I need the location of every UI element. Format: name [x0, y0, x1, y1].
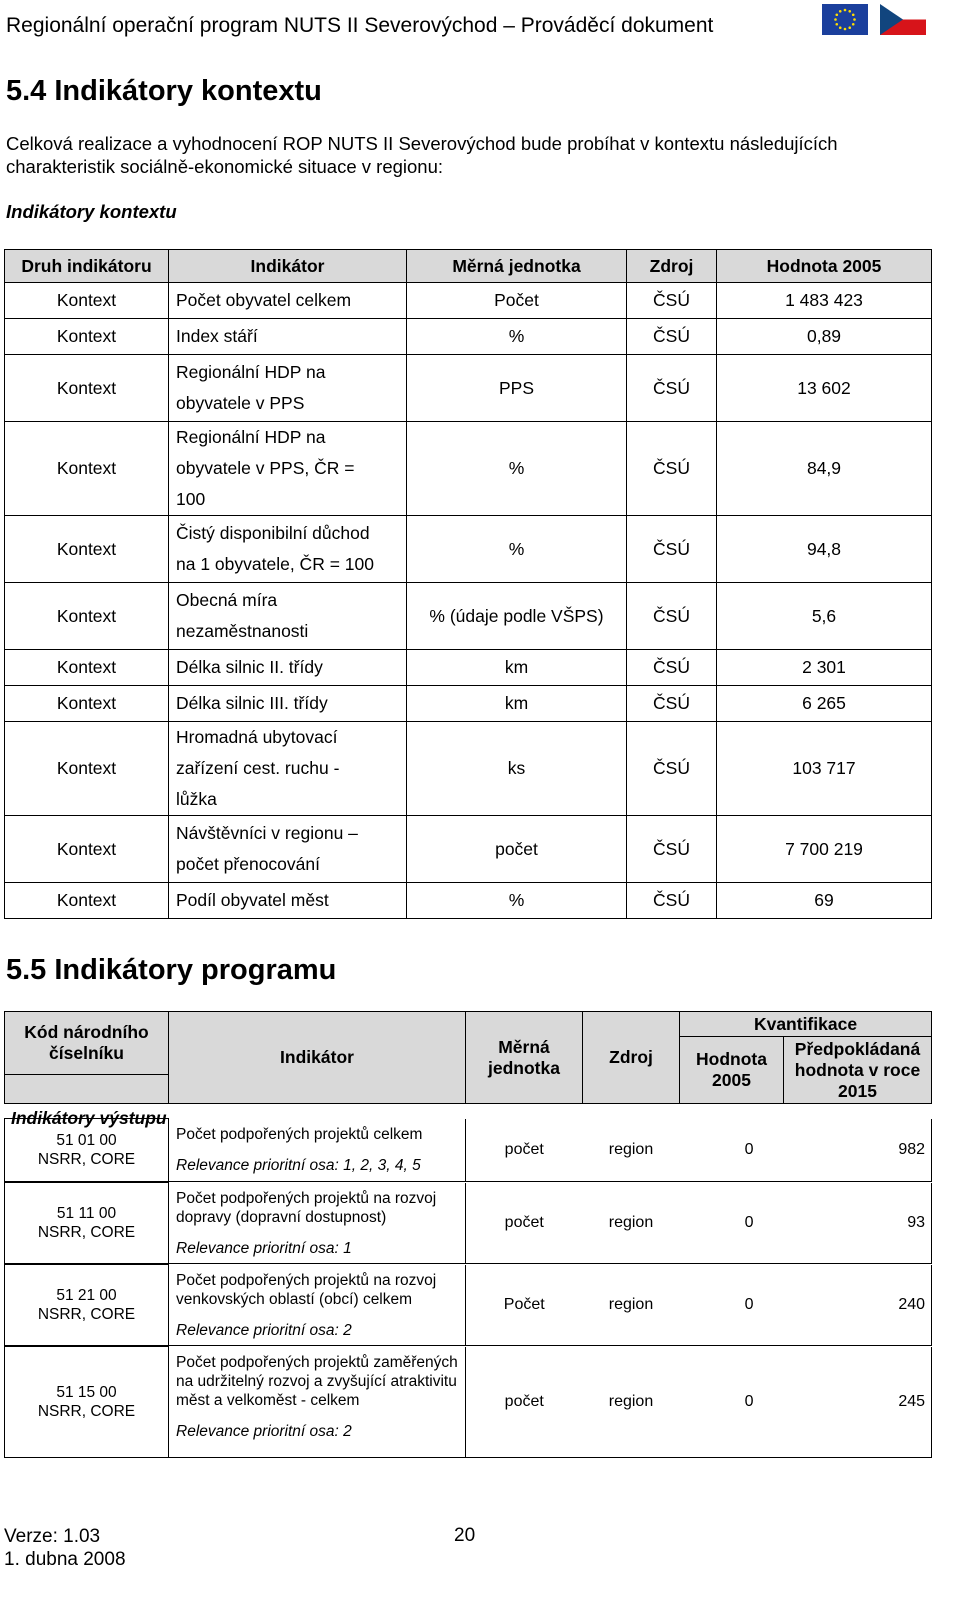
cell-unit: počet [504, 1140, 544, 1158]
cell-indicator [169, 1265, 466, 1346]
cell-value: 0,89 [717, 319, 932, 355]
cell-value: 69 [717, 883, 932, 919]
output-label-cell [5, 1075, 169, 1104]
col-header-quantification: Kvantifikace [680, 1012, 932, 1037]
col-header-unit: Měrná jednotka [466, 1012, 583, 1104]
cell-unit: % [407, 319, 627, 355]
cell-source: ČSÚ [627, 650, 717, 686]
cell-value: 94,8 [717, 516, 932, 583]
col-header-indicator: Indikátor [169, 250, 407, 283]
col-header-unit: Měrná jednotka [407, 250, 627, 283]
eu-star [844, 28, 847, 31]
cell-type: Kontext [5, 283, 169, 319]
cell-value2005: 0 [744, 1213, 754, 1231]
cell-source: region [608, 1392, 654, 1410]
relevance-text: Relevance prioritní osa: 1 [176, 1239, 352, 1257]
cell-value2005: 0 [744, 1392, 754, 1410]
table-row [5, 422, 932, 516]
cell-indicator: Regionální HDP na obyvatele v PPS, ČR = 100 [169, 422, 407, 516]
eu-star [852, 23, 855, 26]
cell-unit: PPS [407, 355, 627, 422]
table-row [5, 883, 932, 919]
eu-star [853, 18, 856, 21]
cell-code [5, 1347, 169, 1458]
cell-unit: počet [504, 1392, 544, 1410]
cell-code [5, 1183, 169, 1264]
table-row [5, 1347, 932, 1458]
version-text: Verze: 1.03 [4, 1526, 101, 1547]
cell-source: ČSÚ [627, 583, 717, 650]
code-tags: NSRR, CORE [37, 1151, 136, 1168]
eu-flag-icon [822, 4, 868, 35]
eu-star [839, 26, 842, 29]
col-header-value2005: Hodnota 2005 [680, 1037, 784, 1104]
document-header-title: Regionální operační program NUTS II Severovýchod – Prováděcí dokument [6, 14, 714, 37]
cell-source: ČSÚ [627, 722, 717, 816]
cell-unit: Počet [407, 283, 627, 319]
cell-value: 5,6 [717, 583, 932, 650]
cell-indicator [169, 1183, 466, 1264]
col-header-expected: Předpokládaná hodnota v roce 2015 [784, 1037, 932, 1104]
output-indicators-label: Indikátory výstupu [11, 1108, 167, 1128]
cell-source: ČSÚ [627, 355, 717, 422]
cell-source: ČSÚ [627, 816, 717, 883]
cell-unit: počet [504, 1213, 544, 1231]
cell-unit: km [407, 650, 627, 686]
cell-unit: % [407, 516, 627, 583]
indicator-text: Počet podpořených projektů na rozvoj dopravy (dopravní dostupnost) [176, 1189, 437, 1226]
cell-indicator [169, 1347, 466, 1458]
eu-star [835, 23, 838, 26]
cell-unit: Počet [503, 1295, 545, 1313]
footer-version [4, 1525, 126, 1571]
cell-type: Kontext [5, 422, 169, 516]
cell-value2005: 0 [744, 1295, 754, 1313]
table-row [5, 283, 932, 319]
table-row [5, 583, 932, 650]
cell-unit: ks [407, 722, 627, 816]
cell-source: region [608, 1140, 654, 1158]
cell-value: 13 602 [717, 355, 932, 422]
code-tags: NSRR, CORE [37, 1306, 136, 1323]
eu-star [835, 13, 838, 16]
cell-type: Kontext [5, 686, 169, 722]
page-number: 20 [454, 1525, 476, 1546]
cell-type: Kontext [5, 650, 169, 686]
table-row [5, 686, 932, 722]
cell-unit: počet [407, 816, 627, 883]
code-tags: NSRR, CORE [37, 1224, 136, 1241]
code-tags: NSRR, CORE [37, 1403, 136, 1420]
section-heading-context: 5.4 Indikátory kontextu [6, 75, 322, 107]
col-header-source: Zdroj [583, 1012, 680, 1104]
cell-indicator: Podíl obyvatel měst [169, 883, 407, 919]
cell-type: Kontext [5, 355, 169, 422]
indicator-text: Počet podpořených projektů zaměřených na udržitelný rozvoj a zvyšující atraktivitu měst a velkoměst - celkem [176, 1353, 458, 1409]
indicator-text: Počet podpořených projektů na rozvoj venkovských oblastí (obcí) celkem [176, 1271, 437, 1308]
table-caption: Indikátory kontextu [6, 201, 177, 222]
cell-value: 84,9 [717, 422, 932, 516]
cell-expected: 245 [784, 1347, 932, 1458]
col-header-type: Druh indikátoru [5, 250, 169, 283]
code-number: 51 01 00 [56, 1132, 117, 1149]
table-row [5, 319, 932, 355]
cell-unit: km [407, 686, 627, 722]
table-row [5, 816, 932, 883]
cell-source: region [608, 1213, 654, 1231]
eu-star [834, 18, 837, 21]
eu-star [848, 26, 851, 29]
section-heading-program: 5.5 Indikátory programu [6, 954, 337, 986]
col-header-value: Hodnota 2005 [717, 250, 932, 283]
code-number: 51 11 00 [56, 1205, 117, 1222]
cell-expected: 982 [784, 1119, 932, 1182]
cell-source: ČSÚ [627, 319, 717, 355]
section-intro-text: Celková realizace a vyhodnocení ROP NUTS II Severovýchod bude probíhat v kontextu následujících charakteristik sociálně-ekonomické situace v regionu: [6, 133, 838, 177]
relevance-text: Relevance prioritní osa: 1, 2, 3, 4, 5 [176, 1156, 421, 1174]
cell-value: 7 700 219 [717, 816, 932, 883]
cell-type: Kontext [5, 583, 169, 650]
cell-type: Kontext [5, 816, 169, 883]
cell-value: 2 301 [717, 650, 932, 686]
cell-type: Kontext [5, 722, 169, 816]
cell-indicator: Obecná míra nezaměstnanosti [169, 583, 407, 650]
cell-indicator: Čistý disponibilní důchod na 1 obyvatele, ČR = 100 [169, 516, 407, 583]
context-indicators-table [4, 249, 932, 919]
table-row [5, 355, 932, 422]
col-header-code: Kód národního číselníku [5, 1012, 169, 1075]
relevance-text: Relevance prioritní osa: 2 [176, 1422, 352, 1440]
cell-type: Kontext [5, 319, 169, 355]
eu-star [852, 13, 855, 16]
cell-value2005: 0 [744, 1140, 754, 1158]
eu-star [844, 9, 847, 12]
col-header-source: Zdroj [627, 250, 717, 283]
table-row [5, 1183, 932, 1264]
cell-value: 1 483 423 [717, 283, 932, 319]
row-separator [5, 1458, 932, 1459]
cell-indicator: Hromadná ubytovací zařízení cest. ruchu - lůžka [169, 722, 407, 816]
eu-star [848, 10, 851, 13]
cell-code [5, 1265, 169, 1346]
cell-indicator: Regionální HDP na obyvatele v PPS [169, 355, 407, 422]
czech-flag-icon [880, 4, 926, 35]
code-number: 51 21 00 [56, 1287, 117, 1304]
indicator-text: Počet podpořených projektů celkem [176, 1125, 423, 1143]
cell-indicator [169, 1119, 466, 1182]
cell-unit: % [407, 422, 627, 516]
cell-source: ČSÚ [627, 283, 717, 319]
eu-star [839, 10, 842, 13]
cell-unit: % [407, 883, 627, 919]
cell-type: Kontext [5, 516, 169, 583]
cell-source: ČSÚ [627, 883, 717, 919]
cell-indicator: Návštěvníci v regionu – počet přenocování [169, 816, 407, 883]
cell-source: ČSÚ [627, 686, 717, 722]
code-number: 51 15 00 [56, 1384, 117, 1401]
program-indicators-table [4, 1011, 932, 1458]
table-row [5, 650, 932, 686]
cell-expected: 93 [784, 1183, 932, 1264]
cell-source: ČSÚ [627, 422, 717, 516]
cell-unit: % (údaje podle VŠPS) [407, 583, 627, 650]
date-text: 1. dubna 2008 [4, 1549, 126, 1570]
cell-source: region [608, 1295, 654, 1313]
cell-value: 103 717 [717, 722, 932, 816]
col-header-indicator: Indikátor [169, 1012, 466, 1104]
cell-indicator: Počet obyvatel celkem [169, 283, 407, 319]
table-row [5, 516, 932, 583]
cell-source: ČSÚ [627, 516, 717, 583]
cell-indicator: Délka silnic II. třídy [169, 650, 407, 686]
table-row [5, 1265, 932, 1346]
cell-type: Kontext [5, 883, 169, 919]
table-row [5, 722, 932, 816]
relevance-text: Relevance prioritní osa: 2 [176, 1321, 352, 1339]
cell-value: 6 265 [717, 686, 932, 722]
cell-indicator: Index stáří [169, 319, 407, 355]
cell-expected: 240 [784, 1265, 932, 1346]
cell-indicator: Délka silnic III. třídy [169, 686, 407, 722]
